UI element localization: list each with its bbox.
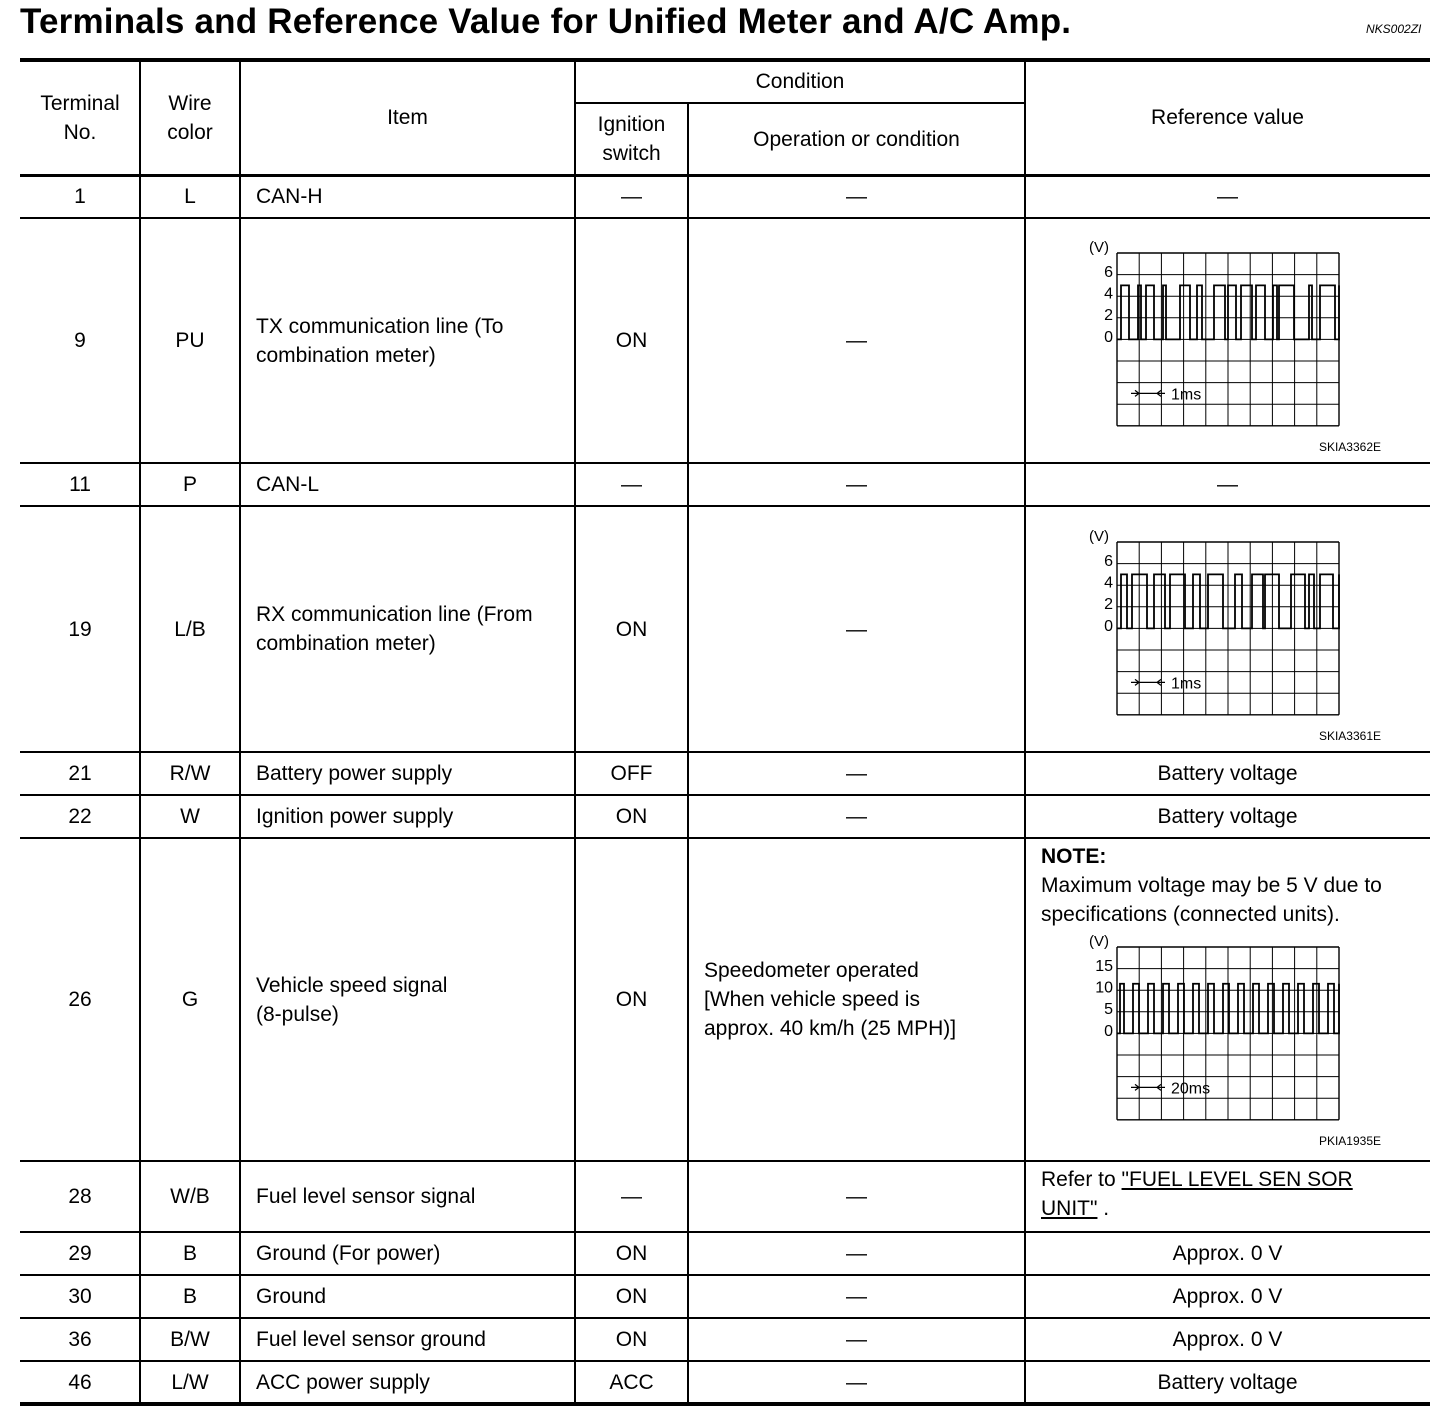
voltage-unit-label: (V) — [1089, 934, 1109, 950]
terminal-no-cell: 46 — [68, 1371, 92, 1394]
wire-color-cell: B — [182, 1242, 197, 1265]
terminal-no-cell: 1 — [74, 185, 86, 208]
wire-color-cell: R/W — [169, 762, 211, 785]
reference-value-cell: Battery voltage — [1157, 1371, 1298, 1394]
signal-trace — [1117, 285, 1339, 339]
reference-value-cell: — — [1217, 185, 1238, 208]
operation-cell: — — [846, 762, 867, 785]
header-operation-or-condition: Operation or condition — [753, 127, 960, 151]
operation-cell: — — [846, 805, 867, 828]
header-item: Item — [387, 106, 428, 129]
ignition-switch-cell: ON — [615, 1328, 648, 1351]
page-title: Terminals and Reference Value for Unified Meter and A/C Amp. — [20, 2, 1072, 41]
operation-cell: — — [846, 1371, 867, 1394]
ignition-switch-cell: ACC — [609, 1371, 654, 1394]
wire-color-cell: B/W — [170, 1328, 210, 1351]
terminal-no-cell: 30 — [68, 1285, 92, 1308]
operation-cell: — — [846, 185, 867, 208]
header-reference-value: Reference value — [1151, 106, 1304, 129]
header-condition: Condition — [755, 70, 845, 93]
ignition-switch-cell: — — [621, 185, 642, 208]
header-terminal-no: Terminal No. — [40, 91, 120, 144]
reference-value-cell: Battery voltage — [1157, 805, 1298, 828]
time-scale-arrow — [1131, 1084, 1165, 1090]
y-tick-label: 6 — [1104, 264, 1113, 281]
time-scale-arrow — [1131, 679, 1165, 685]
item-cell: CAN-H — [256, 185, 323, 208]
header-ignition-switch: Ignition switch — [597, 113, 666, 165]
item-cell: Fuel level sensor ground — [256, 1328, 486, 1351]
terminal-no-cell: 21 — [68, 762, 92, 785]
time-scale-arrow — [1131, 390, 1165, 396]
time-scale-label: 1ms — [1171, 675, 1202, 693]
ignition-switch-cell: — — [621, 473, 642, 496]
ignition-switch-cell: — — [621, 1185, 642, 1208]
time-scale-label: 20ms — [1171, 1080, 1211, 1098]
ignition-switch-cell: ON — [615, 617, 648, 641]
reference-prefix: Refer to — [1041, 1168, 1122, 1191]
reference-value-cell: Approx. 0 V — [1172, 1285, 1283, 1308]
y-tick-label: 0 — [1104, 1022, 1113, 1040]
y-tick-label: 2 — [1104, 596, 1113, 614]
wire-color-cell: L/B — [174, 617, 206, 641]
ignition-switch-cell: ON — [615, 1242, 648, 1265]
y-tick-label: 0 — [1104, 617, 1113, 635]
ignition-switch-cell: ON — [615, 805, 648, 828]
tx-waveform-figure — [1085, 240, 1385, 455]
y-tick-label: 4 — [1104, 574, 1113, 592]
y-tick-label: 2 — [1104, 307, 1113, 325]
terminal-no-cell: 26 — [68, 988, 92, 1011]
terminal-no-cell: 11 — [69, 473, 91, 496]
terminal-no-cell: 19 — [68, 617, 92, 641]
ignition-switch-cell: ON — [615, 1285, 648, 1308]
reference-value-cell: Approx. 0 V — [1172, 1328, 1283, 1351]
item-cell: RX communication line (From combination meter) — [256, 603, 533, 655]
note-block — [1041, 842, 1426, 929]
operation-cell: — — [846, 1242, 867, 1265]
voltage-unit-label: (V) — [1089, 529, 1109, 545]
fuel-level-reference — [1041, 1165, 1371, 1223]
ignition-switch-cell: ON — [615, 988, 648, 1011]
item-cell: ACC power supply — [256, 1371, 430, 1394]
wire-color-cell: P — [182, 473, 197, 496]
figure-code: SKIA3361E — [1318, 729, 1381, 743]
item-cell: CAN-L — [256, 473, 320, 496]
operation-cell: — — [846, 1185, 867, 1208]
figure-code: SKIA3362E — [1318, 440, 1381, 454]
reference-value-cell: Battery voltage — [1157, 762, 1298, 785]
wire-color-cell: L — [184, 185, 196, 208]
item-cell: Vehicle speed signal (8-pulse) — [256, 973, 448, 1026]
figure-code: PKIA1935E — [1318, 1134, 1381, 1148]
y-tick-label: 5 — [1104, 1001, 1113, 1019]
y-tick-label: 4 — [1104, 285, 1113, 303]
terminal-no-cell: 28 — [68, 1185, 92, 1208]
y-tick-label: 0 — [1104, 328, 1113, 346]
speed-waveform-figure — [1085, 934, 1385, 1149]
rx-waveform-figure — [1085, 529, 1385, 744]
operation-cell: Speedometer operated [When vehicle speed is approx. 40 km/h (25 MPH)] — [704, 959, 957, 1040]
operation-cell: — — [846, 473, 867, 496]
wire-color-cell: W — [180, 805, 200, 828]
fuel-level-sensor-unit-link[interactable]: "FUEL LEVEL SEN SOR UNIT" — [1041, 1168, 1353, 1220]
y-tick-label: 10 — [1095, 979, 1113, 997]
header-wire-color: Wire color — [167, 91, 213, 144]
reference-suffix: . — [1097, 1197, 1110, 1220]
y-tick-label: 6 — [1104, 553, 1113, 570]
ignition-switch-cell: ON — [615, 329, 648, 352]
operation-cell: — — [846, 1285, 867, 1308]
item-cell: TX communication line (To combination meter) — [256, 314, 504, 367]
note-text: Maximum voltage may be 5 V due to specifications (connected units). — [1041, 874, 1382, 926]
item-cell: Fuel level sensor signal — [256, 1185, 476, 1208]
terminal-no-cell: 29 — [68, 1242, 92, 1265]
voltage-unit-label: (V) — [1089, 240, 1109, 256]
terminal-no-cell: 22 — [68, 805, 92, 828]
note-label: NOTE: — [1041, 845, 1107, 868]
wire-color-cell: L/W — [171, 1371, 209, 1394]
y-tick-label: 15 — [1095, 958, 1113, 975]
terminal-no-cell: 36 — [68, 1328, 92, 1351]
wire-color-cell: PU — [175, 329, 205, 352]
document-id: NKS002ZI — [1366, 22, 1422, 36]
reference-value-cell: — — [1217, 473, 1238, 496]
operation-cell: — — [846, 329, 867, 352]
item-cell: Ground — [256, 1285, 327, 1308]
reference-value-cell: Approx. 0 V — [1172, 1242, 1283, 1265]
operation-cell: — — [846, 1328, 867, 1351]
time-scale-label: 1ms — [1171, 386, 1202, 404]
ignition-switch-cell: OFF — [610, 762, 653, 785]
wire-color-cell: W/B — [170, 1185, 210, 1208]
wire-color-cell: G — [181, 988, 199, 1011]
wire-color-cell: B — [182, 1285, 197, 1308]
item-cell: Ground (For power) — [256, 1242, 441, 1265]
terminal-no-cell: 9 — [74, 329, 86, 352]
item-cell: Battery power supply — [256, 762, 453, 785]
operation-cell: — — [846, 617, 867, 641]
item-cell: Ignition power supply — [256, 805, 454, 828]
